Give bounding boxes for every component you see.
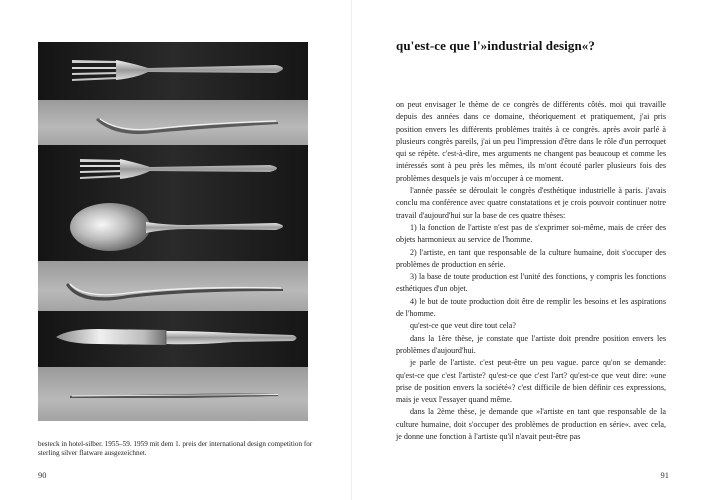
paragraph: dans la 1ère thèse, je constate que l'artiste doit prendre position envers les problèmes d'aujourd'hui. <box>396 333 666 355</box>
photo-caption: besteck in hotel-silber. 1955–59. 1959 mit dem 1. preis der international design competition for sterling silver flatware ausgezeichnet. <box>38 440 313 457</box>
thesis-item: 1) la fonction de l'artiste n'est pas de s'exprimer soi-même, mais de créer des objets harmonieux au service de l'homme. <box>396 222 666 245</box>
page-number-left: 90 <box>38 470 47 480</box>
page-number-right: 91 <box>660 470 669 480</box>
paragraph: l'année passée se déroulait le congrès d'esthétique industrielle à paris. j'avais conclu ma conférence avec quatre constatations et je crois pouvoir continuer notre travail d'aujourd'hui sur la base de ces quatre thèses: <box>396 186 666 220</box>
thesis-item: 3) la base de toute production est l'unité des fonctions, y compris les fonctions esthétiques d'un objet. <box>396 272 666 294</box>
photo-fork-front <box>38 42 308 100</box>
left-page <box>0 0 352 500</box>
photo-knife-front <box>38 311 308 367</box>
photo-knife-side <box>38 367 308 421</box>
thesis-item: 2) l'artiste, en tant que responsable de la culture humaine, doit s'occuper des problèmes de production en série. <box>396 247 666 269</box>
paragraph: dans la 2ème thèse, je demande que »l'artiste en tant que responsable de la culture humaine, doit s'occuper des problèmes de production en série«. avec cela, je donne une fonction à l'artiste qu'il n'avait peut-être pas <box>396 407 666 442</box>
flatware-photo-column <box>38 42 308 421</box>
paragraph: je parle de l'artiste. c'est peut-être un peu vague. parce qu'on se demande: qu'est-ce que c'est l'artiste? qu'est-ce que c'est l'art? qu'est-ce que veut dire: »une prise de position envers la société«? c'est difficile de bien définir ces expressions, mais je veux l'essayer quand même. <box>396 358 666 405</box>
right-page <box>352 0 705 500</box>
body-text <box>396 99 666 443</box>
photo-spoon-front <box>38 193 308 261</box>
photo-fork-small <box>38 145 308 193</box>
thesis-item: 4) le but de toute production doit être de remplir les besoins et les aspirations de l'homme. <box>396 296 666 319</box>
paragraph: qu'est-ce que veut dire tout cela? <box>410 321 516 331</box>
chapter-heading: qu'est-ce que l'»industrial design«? <box>396 38 595 53</box>
photo-fork-side <box>38 100 308 145</box>
paragraph: on peut envisager le thème de ce congrès de différents côtés. moi qui travaille depuis des années dans ce domaine, théoriquement et pratiquement, j'ai pris position envers les différents problèmes traités à ce congrès. après avoir parlé à plusieurs congrès pareils, j'ai un peu l'impression d'être dans le rôle d'un perroquet qui se répète. c'est-à-dire, mes arguments ne changent pas beaucoup et comme les intéressés sont à peu près les mêmes, ils m'ont écouté parler plusieurs fois des problèmes desquels je vais m'occuper à ce moment. <box>396 100 666 183</box>
photo-spoon-side <box>38 261 308 311</box>
